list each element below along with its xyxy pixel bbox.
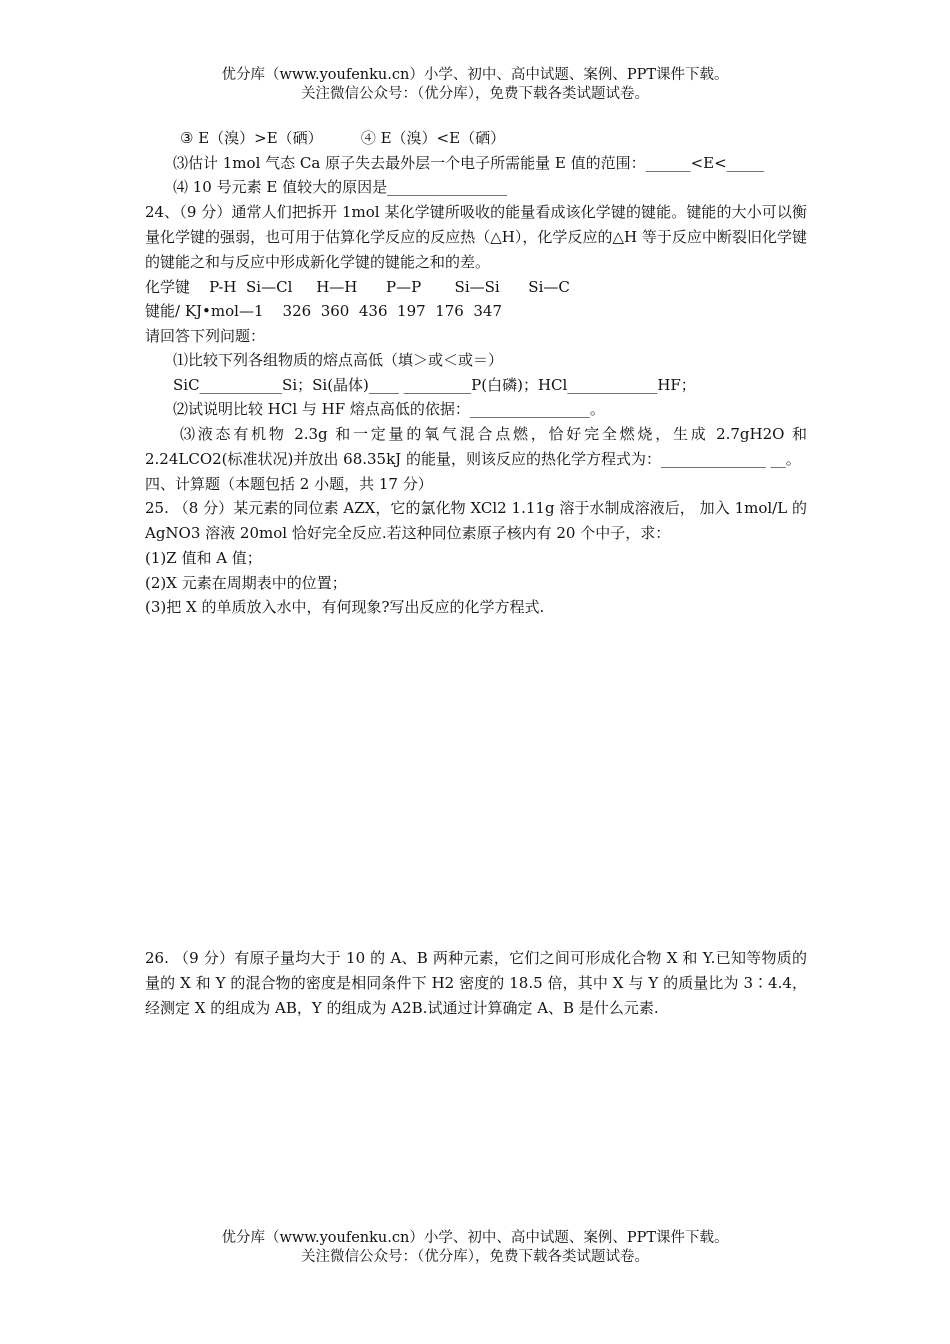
footer-line-1: 优分库（www.youfenku.cn）小学、初中、高中试题、案例、PPT课件下载。 bbox=[221, 1230, 729, 1246]
q23-options: ③ E（溴）>E（硒） ④ E（溴）<E（硒） bbox=[180, 129, 506, 147]
q25-sub-3: (3)把 X 的单质放入水中，有何现象?写出反应的化学方程式. bbox=[145, 598, 545, 616]
page-header bbox=[0, 66, 950, 104]
q24-ask: 请回答下列问题： bbox=[145, 326, 266, 345]
header-line-1: 优分库（www.youfenku.cn）小学、初中、高中试题、案例、PPT课件下载。 bbox=[221, 67, 729, 83]
q23-part3: ⑶估计 1mol 气态 Ca 原子失去最外层一个电子所需能量 E 值的范围：______<E<_____ bbox=[173, 153, 765, 172]
q24-part1: ⑴比较下列各组物质的熔点高低（填＞或＜或＝） bbox=[173, 351, 504, 369]
q24-part2: ⑵试说明比较 HCl 与 HF 熔点高低的依据：________________。 bbox=[173, 400, 605, 418]
q24-table-values: 键能/ KJ•mol—1 326 360 436 197 176 347 bbox=[145, 302, 503, 320]
q24-part3: ⑶液态有机物 2.3g 和一定量的氧气混合点燃，恰好完全燃烧，生成 2.7gH2O 和 2.24LCO2(标准状况)并放出 68.35kJ 的能量，则该反应的热化学方程式为：______________ __。 bbox=[145, 424, 807, 468]
footer-line-2: 关注微信公众号：（优分库），免费下载各类试题试卷。 bbox=[301, 1249, 649, 1265]
q25-sub-2: (2)X 元素在周期表中的位置； bbox=[145, 573, 347, 592]
section-4-title: 四、计算题（本题包括 2 小题，共 17 分） bbox=[145, 474, 433, 493]
q25-stem: 25. （8 分）某元素的同位素 AZX，它的氯化物 XCl2 1.11g 溶于水制成溶液后， 加入 1mol/L 的 AgNO3 溶液 20mol 恰好完全反应.若这种同位素原子核内有 20 个中子，求： bbox=[145, 499, 807, 542]
q24-part1-blanks: SiC___________Si；Si(晶体)____ _________P(白磷)；HCl____________HF； bbox=[173, 375, 696, 394]
q24-table-header: 化学键 P-H Si—Cl H—H P—P Si—Si Si—C bbox=[145, 277, 570, 296]
header-line-2: 关注微信公众号：（优分库），免费下载各类试题试卷。 bbox=[301, 86, 649, 102]
q23-part4: ⑷ 10 号元素 E 值较大的原因是________________ bbox=[173, 178, 508, 196]
q26-stem: 26. （9 分）有原子量均大于 10 的 A、B 两种元素，它们之间可形成化合物 X 和 Y.已知等物质的量的 X 和 Y 的混合物的密度是相同条件下 H2 密度的 18.5 倍，其中 X 与 Y 的质量比为 3∶4.4，经测定 X 的组成为 AB，Y 的组成为 A2B.试通过计算确定 A、B 是什么元素. bbox=[145, 949, 807, 1017]
main-content bbox=[145, 126, 807, 620]
q24-intro: 24、（9 分）通常人们把拆开 1mol 某化学键所吸收的能量看成该化学键的键能。键能的大小可以衡量化学键的强弱，也可用于估算化学反应的反应热（△H），化学反应的△H 等于反应中断裂旧化学键的键能之和与反应中形成新化学键的键能之和的差。 bbox=[145, 202, 807, 271]
q25-sub-1: (1)Z 值和 A 值； bbox=[145, 549, 262, 567]
page-footer bbox=[0, 1229, 950, 1267]
